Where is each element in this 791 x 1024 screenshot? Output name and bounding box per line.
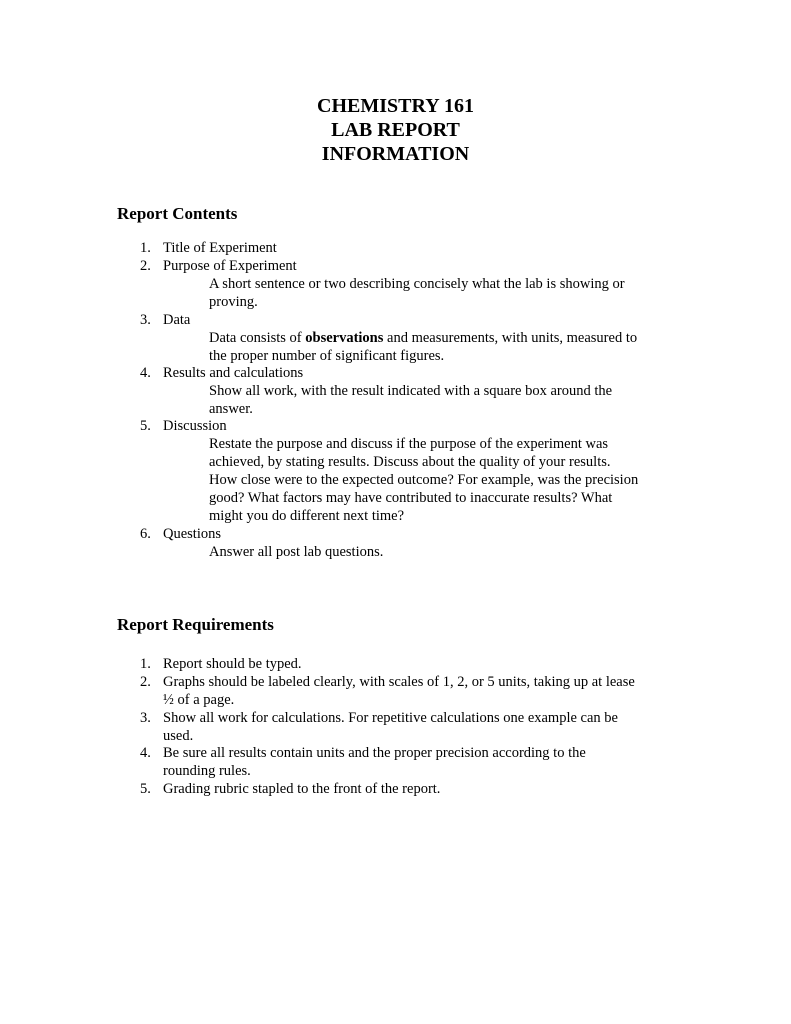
item-number: 1. xyxy=(140,240,151,256)
description-line: Restate the purpose and discuss if the purpose of the experiment was xyxy=(209,436,609,452)
item-label: Data xyxy=(163,312,191,328)
description-line: answer. xyxy=(209,401,253,417)
description-text: and measurements, with units, measured to xyxy=(383,330,638,346)
item-number: 2. xyxy=(140,258,151,274)
item-label: Purpose of Experiment xyxy=(163,258,297,274)
description-line: A short sentence or two describing concisely what the lab is showing or xyxy=(209,276,625,292)
title-line-1: CHEMISTRY 161 xyxy=(317,95,474,117)
contents-item-3-description xyxy=(209,329,679,365)
description-line: the proper number of significant figures. xyxy=(209,348,445,364)
requirement-line: Be sure all results contain units and the proper precision according to the xyxy=(163,745,586,761)
item-label: Questions xyxy=(163,526,221,542)
requirement-text xyxy=(163,780,675,798)
description-line: Show all work, with the result indicated with a square box around the xyxy=(209,383,613,399)
requirement-line: ½ of a page. xyxy=(163,692,235,708)
requirement-line: rounding rules. xyxy=(163,763,251,779)
emphasis-observations: observations xyxy=(305,330,384,346)
report-contents-heading: Report Contents xyxy=(117,204,238,223)
requirement-line: Graphs should be labeled clearly, with scales of 1, 2, or 5 units, taking up at lease xyxy=(163,674,635,690)
item-label: Results and calculations xyxy=(163,365,304,381)
item-number: 1. xyxy=(140,656,151,672)
requirement-text xyxy=(163,673,675,709)
description-line: How close were to the expected outcome? For example, was the precision xyxy=(209,472,639,488)
description-line: proving. xyxy=(209,294,258,310)
item-number: 3. xyxy=(140,710,151,726)
item-number: 3. xyxy=(140,312,151,328)
contents-item-6-description xyxy=(209,543,679,561)
item-number: 6. xyxy=(140,526,151,542)
title-line-2: LAB REPORT xyxy=(331,119,460,141)
requirement-item-2 xyxy=(140,673,675,709)
requirement-item-4 xyxy=(140,744,675,780)
requirement-text xyxy=(163,744,675,780)
requirement-line: Report should be typed. xyxy=(163,656,302,672)
requirement-item-5 xyxy=(140,780,675,798)
report-requirements-heading: Report Requirements xyxy=(117,615,274,634)
requirement-item-1 xyxy=(140,655,675,673)
contents-item-2-description xyxy=(209,275,679,311)
description-line: good? What factors may have contributed to inaccurate results? What xyxy=(209,490,613,506)
requirement-line: Show all work for calculations. For repetitive calculations one example can be xyxy=(163,710,618,726)
requirement-line: Grading rubric stapled to the front of the report. xyxy=(163,781,441,797)
item-number: 4. xyxy=(140,365,151,381)
item-number: 2. xyxy=(140,674,151,690)
item-label: Discussion xyxy=(163,418,227,434)
contents-item-5-description xyxy=(209,435,679,525)
item-number: 5. xyxy=(140,781,151,797)
item-number: 5. xyxy=(140,418,151,434)
requirement-text xyxy=(163,709,675,745)
requirement-text xyxy=(163,655,675,673)
item-label: Title of Experiment xyxy=(163,240,277,256)
description-line xyxy=(209,329,679,347)
requirement-line: used. xyxy=(163,728,194,744)
title-line-3: INFORMATION xyxy=(321,143,470,165)
description-line: achieved, by stating results. Discuss about the quality of your results. xyxy=(209,454,611,470)
description-text: Data consists of xyxy=(209,330,306,346)
description-line: might you do different next time? xyxy=(209,508,405,524)
description-line: Answer all post lab questions. xyxy=(209,544,384,560)
document-title xyxy=(0,94,791,166)
item-number: 4. xyxy=(140,745,151,761)
contents-item-4-description xyxy=(209,382,679,418)
requirement-item-3 xyxy=(140,709,675,745)
